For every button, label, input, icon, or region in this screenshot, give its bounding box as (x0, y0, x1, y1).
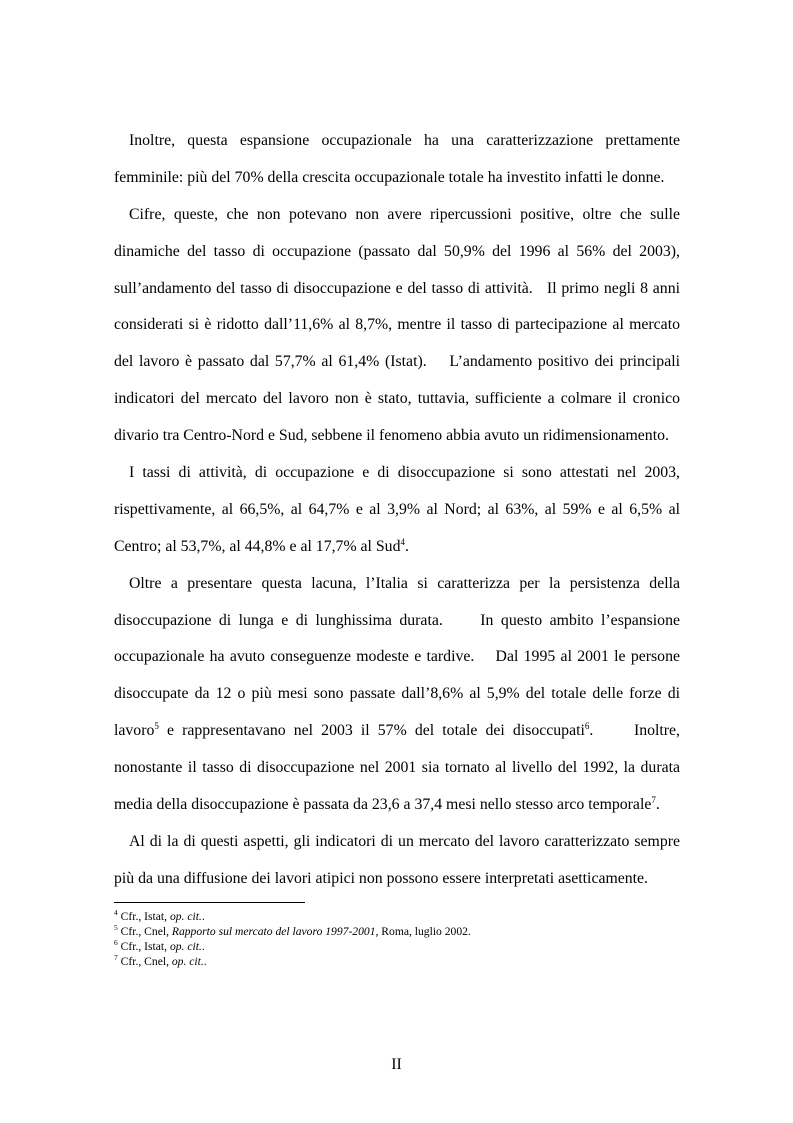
paragraph-1 (114, 123, 680, 197)
text-run: media della disoccupazione è passata da 23,6 a 37,4 mesi nello stesso arco temporale (114, 796, 652, 814)
text-line: Cifre, queste, che non potevano non avere ripercussioni positive, oltre che sulle (129, 205, 680, 223)
text-line: femminile: più del 70% della crescita occupazionale totale ha investito infatti le donne. (114, 168, 665, 186)
paragraph-5 (114, 824, 680, 898)
text-line: indicatori del mercato del lavoro non è stato, tuttavia, sufficiente a colmare il cronico (114, 390, 680, 408)
footnotes (114, 909, 680, 969)
text-run: lavoro (114, 722, 155, 740)
footnote-ref-6[interactable]: 6 (584, 721, 590, 732)
footnote-text: . (201, 910, 205, 923)
footnote-italic: op. cit. (169, 910, 202, 923)
footnote-text: Cfr., Cnel, (120, 955, 172, 968)
footnote-italic: op. cit. (169, 940, 202, 953)
footnote-6 (114, 939, 680, 954)
text-line: rispettivamente, al 66,5%, al 64,7% e al 3,9% al Nord; al 63%, al 59% e al 6,5% al (114, 500, 680, 518)
text-run: e rappresentavano nel 2003 il 57% del totale dei disoccupati (158, 722, 585, 740)
footnote-text: Cfr., Istat, (120, 910, 170, 923)
text-line: sull’andamento del tasso di disoccupazione e del tasso di attività. Il primo negli 8 anni (114, 279, 680, 297)
text-line (114, 529, 680, 566)
text-line: Inoltre, questa espansione occupazionale ha una caratterizzazione prettamente (129, 132, 680, 149)
footnote-text: . (203, 955, 207, 968)
footnote-ref-4[interactable]: 4 (400, 536, 405, 547)
page-number: II (391, 1056, 402, 1073)
text-line: dinamiche del tasso di occupazione (passato dal 50,9% del 1996 al 56% del 2003), (114, 242, 680, 260)
text-line: I tassi di attività, di occupazione e di disoccupazione si sono attestati nel 2003, (129, 464, 680, 482)
text-line: disoccupate da 12 o più mesi sono passate dall’8,6% al 5,9% del totale delle forze di (114, 685, 680, 703)
text-line: occupazionale ha avuto conseguenze modeste e tardive. Dal 1995 al 2001 le persone (114, 648, 680, 666)
text-run: . (655, 796, 660, 814)
footnote-4 (114, 909, 680, 924)
footnote-text: , Roma, luglio 2002. (375, 925, 471, 938)
paragraph-3 (114, 455, 680, 566)
footnote-text: . (201, 940, 205, 953)
paragraph-4 (114, 566, 680, 824)
text-run: . Inoltre, (589, 722, 680, 740)
text-line: Al di la di questi aspetti, gli indicatori di un mercato del lavoro caratterizzato sempre (129, 832, 680, 850)
footnote-number: 4 (114, 908, 118, 917)
footnote-7 (114, 954, 680, 969)
paragraph-2 (114, 197, 680, 455)
footnote-italic: Rapporto sul mercato del lavoro 1997-2001 (171, 925, 376, 938)
text-line: del lavoro è passato dal 57,7% al 61,4% (Istat). L’andamento positivo dei principali (114, 353, 680, 371)
footnote-number: 7 (114, 953, 118, 962)
footnote-number: 6 (114, 938, 118, 947)
footnote-ref-7[interactable]: 7 (651, 795, 656, 806)
footnote-text: Cfr., Istat, (120, 940, 170, 953)
main-text (114, 123, 680, 898)
footnote-number: 5 (114, 923, 118, 932)
footnote-text: Cfr., Cnel, (120, 925, 172, 938)
text-line: divario tra Centro-Nord e Sud, sebbene il fenomeno abbia avuto un ridimensionamento. (114, 427, 669, 445)
footnote-divider (114, 902, 305, 903)
text-line: più da una diffusione dei lavori atipici non possono essere interpretati asetticamente. (114, 869, 649, 887)
text-line: considerati si è ridotto dall’11,6% al 8,7%, mentre il tasso di partecipazione al mercato (114, 316, 680, 334)
text-line: Oltre a presentare questa lacuna, l’Italia si caratterizza per la persistenza della (129, 574, 680, 592)
text-line (114, 787, 680, 824)
text-line: disoccupazione di lunga e di lunghissima durata. In questo ambito l’espansione (114, 611, 680, 629)
text-run: Centro; al 53,7%, al 44,8% e al 17,7% al Sud (114, 537, 401, 555)
text-line: nonostante il tasso di disoccupazione nel 2001 sia tornato al livello del 1992, la durata (114, 759, 680, 777)
footnote-5 (114, 924, 680, 939)
footnote-ref-5[interactable]: 5 (154, 721, 159, 732)
text-run: . (404, 537, 409, 555)
footnote-italic: op. cit. (171, 955, 204, 968)
text-line (114, 713, 680, 750)
